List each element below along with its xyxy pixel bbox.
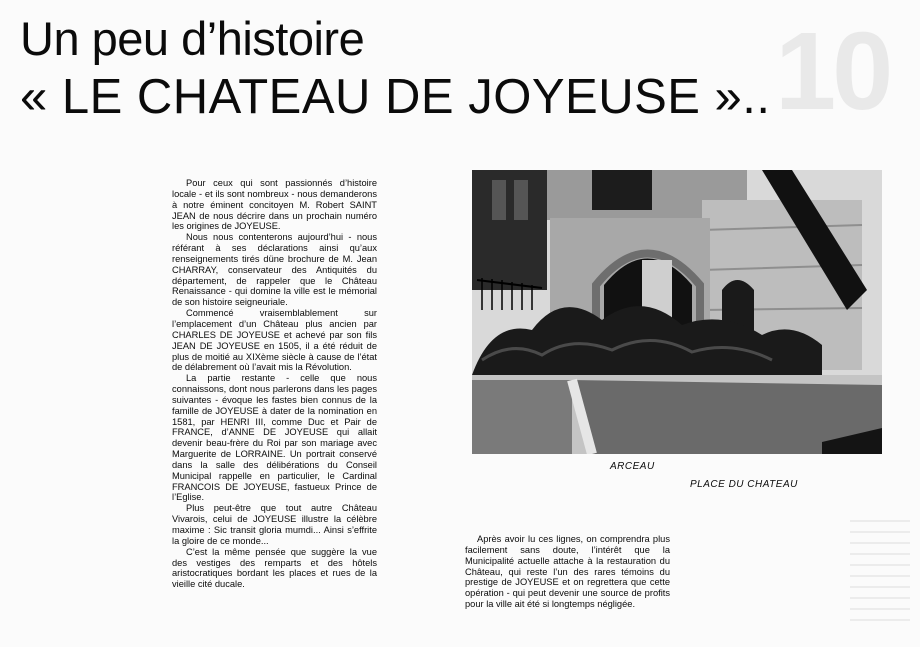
article-paragraph: Pour ceux qui sont passionnés d’histoire locale - et ils sont nombreux - nous demanderons à notre éminent concitoyen M. Robert SAINT JEAN de nous décrire dans un prochain numéro les origines de JOYEUSE. (172, 178, 377, 232)
headline-line-1: Un peu d’histoire (20, 12, 365, 65)
article-paragraph: Commencé vraisemblablement sur l’emplacement d’un Château plus ancien par CHARLES DE JOYEUSE et achevé par son fils JEAN DE JOYEUSE en 1505, il a été réduit de plus de moitié au XIXème siècle à cause de l’état de délabrement où l’avait mis la Révolution. (172, 308, 377, 373)
chateau-photo-illustration (472, 170, 882, 454)
headline-line-2: « LE CHATEAU DE JOYEUSE ».. (20, 70, 771, 124)
caption-place-du-chateau: PLACE DU CHATEAU (690, 479, 798, 490)
article-paragraph: La partie restante - celle que nous connaissons, dont nous parlerons dans les pages suivantes - évoque les fastes bien connus de la famille de JOYEUSE à dater de la nomination en 1581, par HENRI III, comme Duc et Pair de FRANCE, d’ANNE DE JOYEUSE qui allait devenir beau-frère du Roi par son mariage avec Marguerite de LORRAINE. Un portrait conservé dans la salle des délibérations du Conseil Municipal rappelle en particulier, le Cardinal FRANCOIS DE JOYEUSE, fastueux Prince de l’Eglise. (172, 373, 377, 503)
show-through-decoration: 10 (775, 10, 890, 133)
show-through-column (850, 520, 910, 630)
article-paragraph: Plus peut-être que tout autre Château Vivarois, celui de JOYEUSE illustre la célèbre maxime : Sic transit gloria mumdi... Ainsi s’effrite la gloire de ce monde... (172, 503, 377, 546)
article-paragraph: C’est la même pensée que suggère la vue des vestiges des remparts et des hôtels aristocratiques bordant les places et rues de la vieille cité ducale. (172, 546, 377, 590)
caption-arceau: ARCEAU (610, 461, 655, 472)
chateau-photo (472, 170, 882, 454)
closing-paragraph: Après avoir lu ces lignes, on comprendra plus facilement sans doute, l’intérêt que la Municipalité actuelle attache à la restauration du Château, qui reste l’un des rares témoins du prestige de JOYEUSE et on regrettera que cette opération - qui peut devenir une source de profits pour la ville ait été si longtemps négligée. (465, 534, 670, 610)
article-paragraph: Nous nous contenterons aujourd’hui - nous référant à ses déclarations ainsi qu’aux renseignements tirés düne brochure de M. Jean CHARRAY, conservateur des Antiquités du département, de rappeler que le Château Renaissance - qui domine la ville est le mémorial de son histoire seigneuriale. (172, 232, 377, 308)
article-body (172, 178, 377, 590)
